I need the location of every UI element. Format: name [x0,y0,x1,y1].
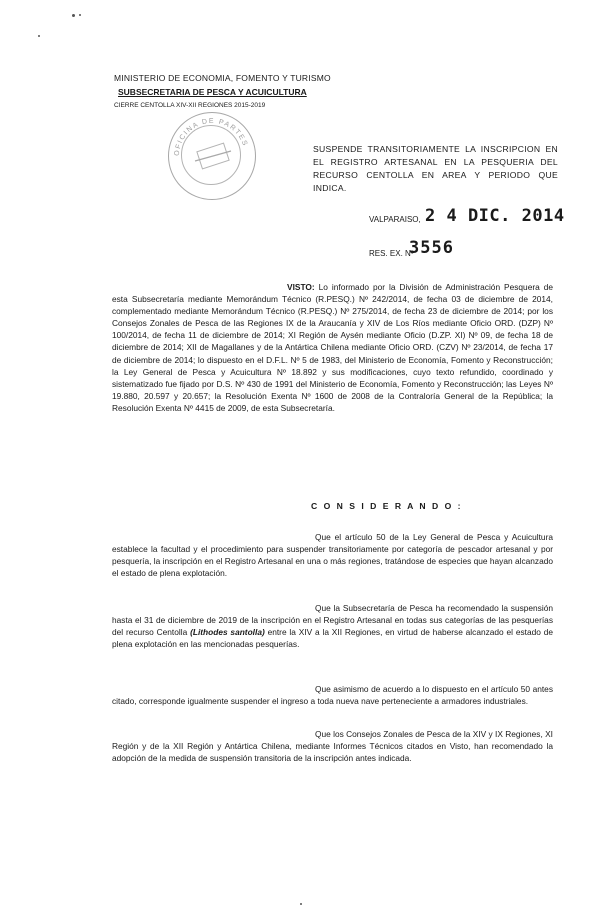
place-label: VALPARAISO, [369,215,421,224]
considerando-1 [112,531,553,579]
scan-speck [72,14,75,17]
svg-text:OFICINA DE PARTES [174,118,249,156]
visto-text: Lo informado por la División de Administración Pesquera de esta Subsecretaría mediante Memorándum Técnico (R.PESQ.) Nº 242/2014, de fecha 03 de diciembre de 2014, complementado mediante Memorándum Técnico (R.PESQ.) Nº 275/2014, de fecha 23 de diciembre de 2014; por los Consejos Zonales de Pesca de las Regiones IX de la Araucanía y XIV de Los Ríos mediante Oficio ORD. (DZP) Nº 100/2014, de fecha 11 de diciembre de 2014; XI Región de Aysén mediante Oficio (D.ZP. XI) Nº 09, de fecha 18 de diciembre de 2014; XII de Magallanes y de la Antártica Chilena mediante Oficio ORD. (CZV) Nº 23/2014, de fecha 17 de diciembre de 2014; lo dispuesto en el D.F.L. Nº 5 de 1983, del Ministerio de Economía, Fomento y Reconstrucción; la Ley General de Pesca y Acuicultura Nº 18.892 y sus modificaciones, cuyo texto refundido, coordinado y sistematizado fue fijado por D.S. Nº 430 de 1991 del Ministerio de Economía, Fomento y Reconstrucción; las Leyes Nº 19.880, 20.597 y 20.657; la Resolución Exenta Nº 1600 de 2008 de la Contraloría General de la República; la Resolución Exenta Nº 4415 de 2009, de esta Subsecretaría. [112,282,553,413]
scan-speck [300,903,302,905]
considerando-4 [112,728,553,764]
visto-label: VISTO: [287,282,315,292]
considerando-3-text: Que asimismo de acuerdo a lo dispuesto en el artículo 50 antes citado, corresponde igualmente suspender el ingreso a toda nueva nave perteneciente a armadores industriales. [112,684,553,707]
stamp-text: OFICINA DE PARTES [173,117,249,157]
document-code: CIERRE CENTOLLA XIV-XII REGIONES 2015-2019 [114,102,266,109]
considerando-4-text: Que los Consejos Zonales de Pesca de la XIV y IX Regiones, XI Región y de la XII Región y Antártica Chilena, mediante Informes Técnicos citados en Visto, han recomendado la adopción de la medida de suspensión transitoria de la inscripción antes indicada. [112,729,553,764]
scan-speck [38,35,40,37]
ministry-header: MINISTERIO DE ECONOMIA, FOMENTO Y TURISMO [114,73,331,83]
considerando-2-text-after: entre la XIV a la XII Regiones, en virtud de haberse alcanzado el estado de plena explotación en las mencionadas pesquerías. [112,627,554,650]
office-stamp [168,112,256,200]
scan-speck [79,14,81,16]
considerando-3 [112,683,553,707]
considerando-heading: C O N S I D E R A N D O : [311,501,463,511]
visto-paragraph [112,281,553,414]
species-name: (Lithodes santolla) [190,627,265,638]
subsecretaria-header: SUBSECRETARIA DE PESCA Y ACUICULTURA [118,87,307,97]
resolution-number: 3556 [409,238,454,258]
considerando-2 [112,602,553,650]
resolution-number-label: RES. EX. Nº [369,249,414,258]
stamp-seal-graphic [169,113,255,199]
considerando-1-text: Que el artículo 50 de la Ley General de Pesca y Acuicultura establece la facultad y el procedimiento para suspender transitoriamente por categoría de pescador artesanal y por pesquería, la inscripción en el Registro Artesanal en una o más regiones, tratándose de especies que hayan alcanzado el estado de plena explotación. [112,532,553,579]
resolution-subject: SUSPENDE TRANSITORIAMENTE LA INSCRIPCION EN EL REGISTRO ARTESANAL EN LA PESQUERIA DEL RECURSO CENTOLLA EN AREA Y PERIODO QUE INDICA. [313,144,558,193]
resolution-date: 2 4 DIC. 2014 [425,206,565,226]
considerando-2-text-before: Que la Subsecretaría de Pesca ha recomendado la suspensión hasta el 31 de diciembre de 2019 de la inscripción en el Registro Artesanal en todas sus categorías de las pesquerías del recurso Centolla [112,603,553,638]
